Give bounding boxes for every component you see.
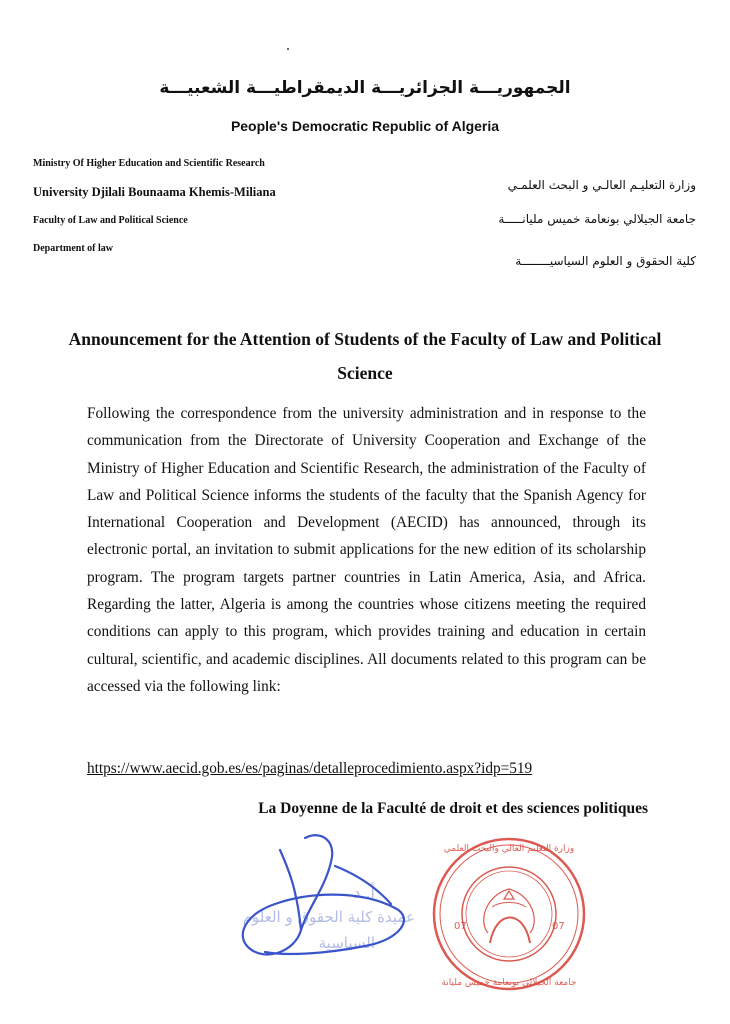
- arabic-republic-heading: الجمهوريـــة الجزائريـــة الديمقراطيـــة الشعبيـــة: [159, 78, 571, 98]
- english-republic-heading: People's Democratic Republic of Algeria: [230, 118, 500, 134]
- svg-text:عميدة كلية الحقوق و العلوم: عميدة كلية الحقوق و العلوم: [242, 908, 415, 926]
- official-seal-image: [430, 835, 588, 993]
- arabic-ministry-label: وزارة التعليـم العالـي و البحث العلمـي: [507, 178, 696, 192]
- ministry-label: Ministry Of Higher Education and Scientific Research: [33, 158, 265, 169]
- stamp-text-image: [243, 882, 415, 952]
- signature-stamp-image: [205, 830, 455, 980]
- announcement-title: Announcement for the Attention of Students of the Faculty of Law and Political Science: [68, 329, 662, 383]
- seal-number-left: 07: [454, 921, 467, 932]
- seal-number-right: 07: [552, 921, 565, 932]
- svg-text:أ. د: أ. د: [353, 883, 375, 902]
- university-label: University Djilali Bounaama Khemis-Miliana: [33, 185, 276, 199]
- department-label: Department of law: [33, 243, 113, 254]
- svg-text:جامعة الجيلالي بونعامة خميس مل: جامعة الجيلالي بونعامة خميس مليانة: [441, 978, 577, 988]
- svg-text:وزارة التعليم العالي والبحث ال: وزارة التعليم العالي والبحث العلمي: [443, 844, 575, 854]
- dean-title: La Doyenne de la Faculté de droit et des sciences politiques: [258, 800, 648, 817]
- svg-text:السياسية: السياسية: [318, 934, 375, 952]
- faculty-label: Faculty of Law and Political Science: [33, 215, 188, 226]
- aecid-link[interactable]: https://www.aecid.gob.es/es/paginas/detalleprocedimiento.aspx?idp=519: [87, 760, 533, 777]
- arabic-university-label: جامعة الجيلالي بونعامة خميس مليانـــــة: [498, 212, 696, 226]
- scan-speck: [287, 48, 289, 50]
- announcement-body: Following the correspondence from the university administration and in response to the communication from the Directorate of University Cooperation and Exchange of the Ministry of Higher Education and Scientific Research, the administration of the Faculty of Law and Political Science informs the students of the faculty that the Spanish Agency for International Cooperation and Development (AECID) has announced, through its electronic portal, an invitation to submit applications for the new edition of its scholarship program. The program targets partner countries in Latin America, Asia, and Africa. Regarding the latter, Algeria is among the countries whose citizens meeting the required conditions can apply to this program, which provides training and education in certain cultural, scientific, and academic disciplines. All documents related to this program can be accessed via the following link:: [87, 405, 646, 695]
- arabic-faculty-label: كلية الحقوق و العلوم السياسيــــــــة: [515, 254, 696, 268]
